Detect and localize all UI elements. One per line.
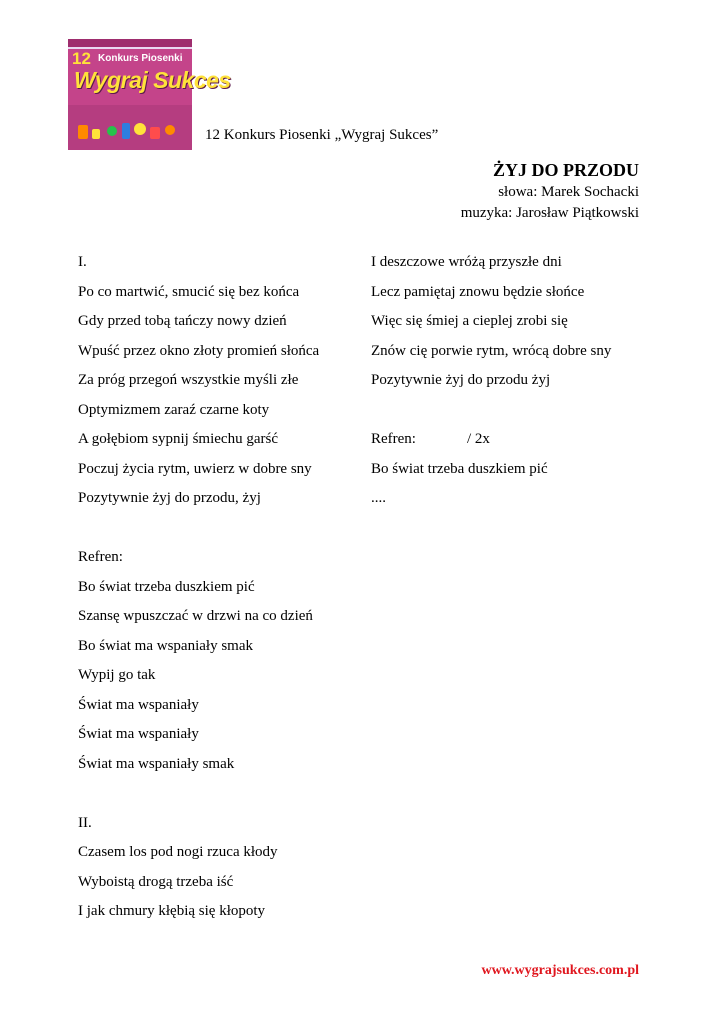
lyric-line: Po co martwić, smucić się bez końca bbox=[78, 283, 300, 300]
lyric-line: Za próg przegoń wszystkie myśli złe bbox=[78, 372, 299, 388]
lyric-line: A gołębiom sypnij śmiechu garść bbox=[78, 431, 278, 447]
lyric-line: Pozytywnie żyj do przodu, żyj bbox=[78, 490, 261, 506]
lyric-line: Wpuść przez okno złoty promień słońca bbox=[78, 342, 320, 359]
lyric-line: Bo świat trzeba duszkiem pić bbox=[78, 578, 255, 595]
contest-header: 12 Konkurs Piosenki „Wygraj Sukces” bbox=[205, 127, 439, 143]
refrain-repeat: / 2x bbox=[467, 431, 490, 447]
lyric-line: II. bbox=[78, 814, 92, 831]
song-title-block bbox=[461, 158, 639, 224]
stanza-gap bbox=[371, 401, 661, 431]
lyric-line: Bo świat ma wspaniały smak bbox=[78, 637, 253, 654]
ellipsis: .... bbox=[371, 490, 386, 506]
lyrics-left-column bbox=[78, 253, 363, 932]
stanza-gap bbox=[78, 519, 363, 549]
lyric-line: Lecz pamiętaj znowu będzie słońce bbox=[371, 283, 585, 300]
lyric-line: Bo świat trzeba duszkiem pić bbox=[371, 460, 548, 477]
lyrics-credit: słowa: Marek Sochacki bbox=[498, 184, 639, 200]
lyric-line: Czasem los pod nogi rzuca kłody bbox=[78, 844, 278, 860]
logo-subtitle: Konkurs Piosenki bbox=[98, 53, 183, 64]
lyric-line: Pozytywnie żyj do przodu żyj bbox=[371, 372, 551, 388]
refrain-label: Refren: bbox=[371, 431, 416, 447]
music-credit: muzyka: Jarosław Piątkowski bbox=[460, 205, 639, 221]
lyric-line: Wypij go tak bbox=[78, 667, 156, 683]
lyric-line: Świat ma wspaniały bbox=[78, 726, 199, 742]
logo-name: Wygraj Sukces bbox=[74, 67, 231, 93]
logo-number: 12 bbox=[72, 49, 91, 68]
refrain-heading bbox=[371, 430, 661, 460]
song-title: ŻYJ DO PRZODU bbox=[492, 160, 639, 180]
lyric-line: I jak chmury kłębią się kłopoty bbox=[78, 903, 266, 919]
lyric-line: Świat ma wspaniały smak bbox=[78, 755, 235, 772]
lyric-line: Świat ma wspaniały bbox=[78, 696, 199, 713]
website-link[interactable]: www.wygrajsukces.com.pl bbox=[481, 963, 639, 978]
lyric-line: Poczuj życia rytm, uwierz w dobre sny bbox=[78, 460, 312, 477]
lyric-line: Więc się śmiej a cieplej zrobi się bbox=[371, 313, 568, 329]
lyric-line: Szansę wpuszczać w drzwi na co dzień bbox=[78, 608, 313, 624]
stanza-gap bbox=[78, 784, 363, 814]
lyric-line: I deszczowe wróżą przyszłe dni bbox=[371, 254, 562, 270]
lyric-line: Wyboistą drogą trzeba iść bbox=[78, 873, 234, 890]
lyric-line: Gdy przed tobą tańczy nowy dzień bbox=[78, 313, 287, 329]
lyric-line: Optymizmem zaraź czarne koty bbox=[78, 401, 270, 418]
lyric-line: I. bbox=[78, 254, 87, 270]
lyric-line: Refren: bbox=[78, 549, 123, 565]
lyrics-right-column bbox=[371, 253, 661, 519]
lyric-line: Znów cię porwie rytm, wrócą dobre sny bbox=[371, 342, 612, 359]
contest-logo bbox=[68, 39, 231, 150]
